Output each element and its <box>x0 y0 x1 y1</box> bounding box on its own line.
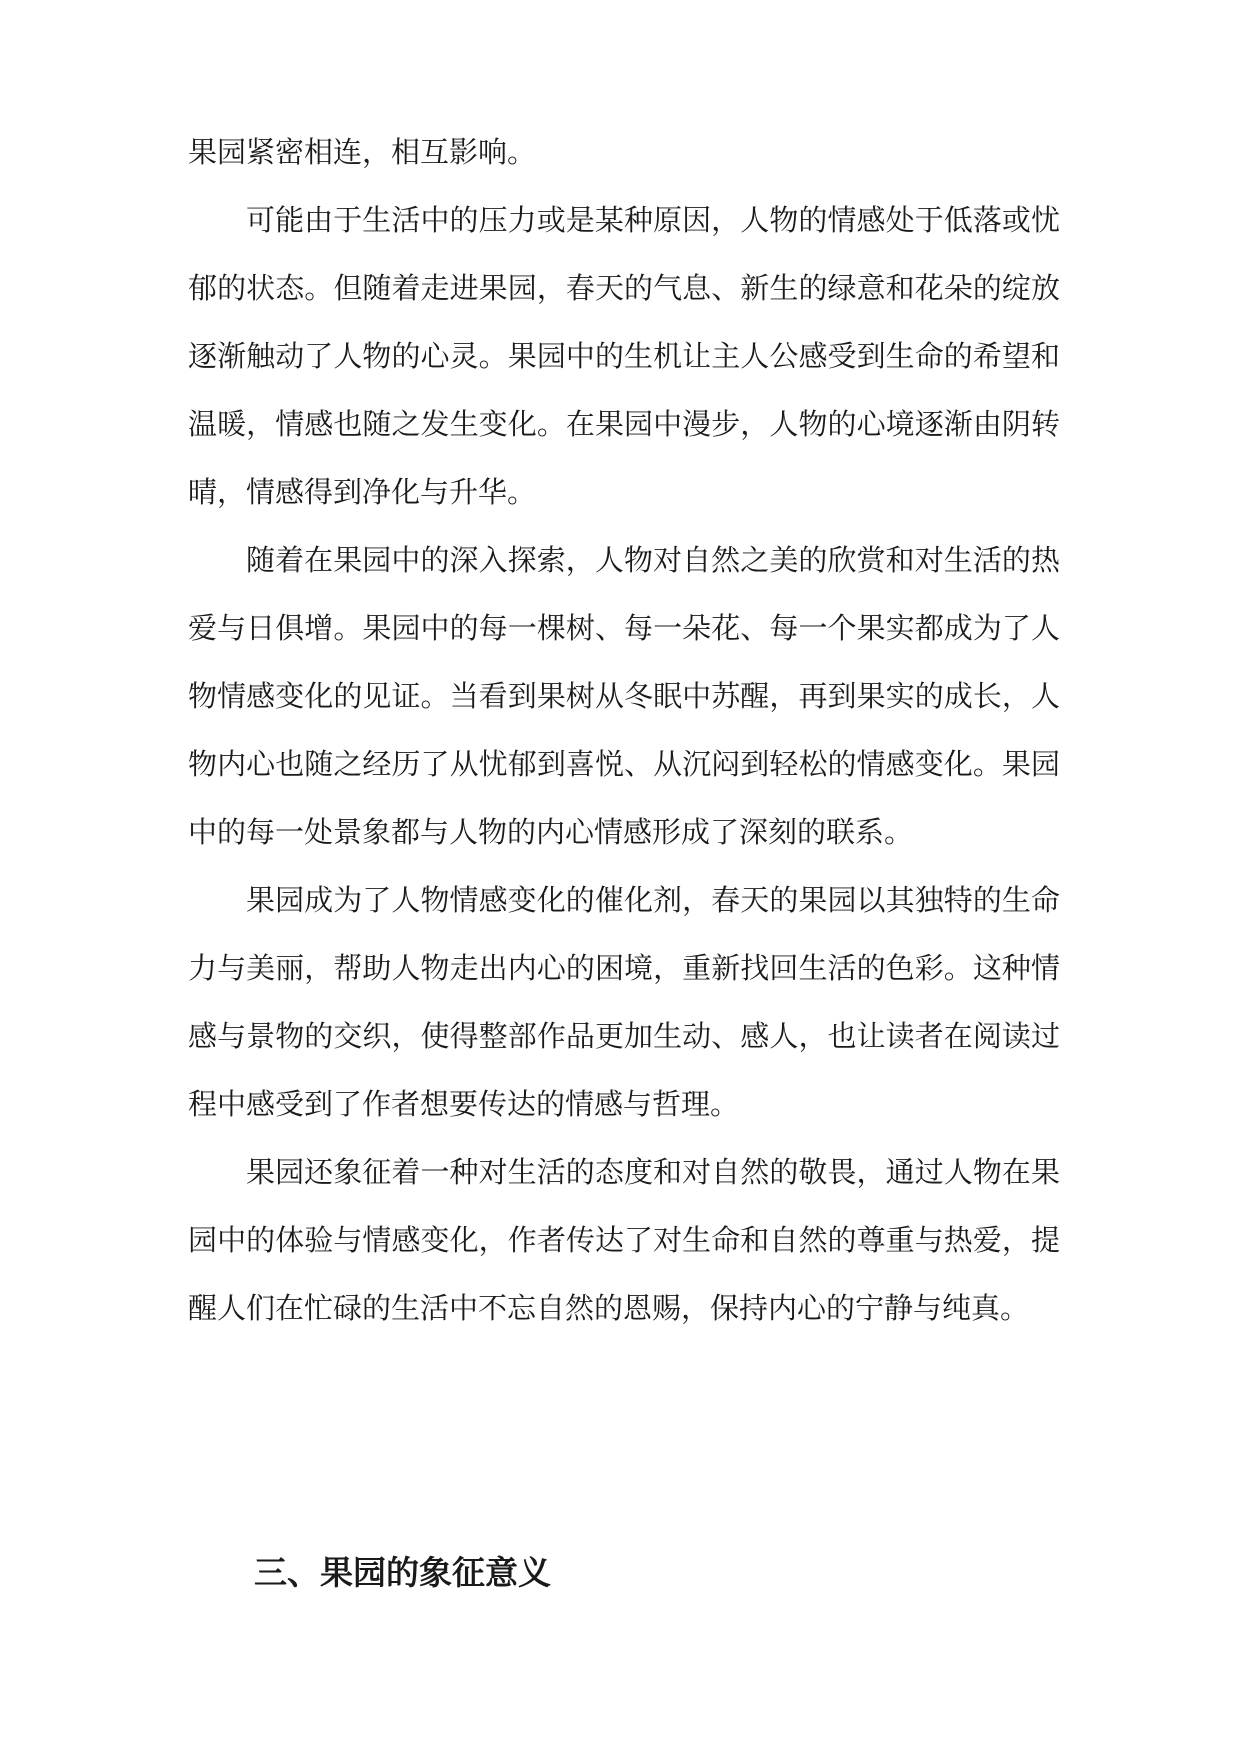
paragraph-line: 可能由于生活中的压力或是某种原因，人物的情感处于低落或忧 <box>246 203 1060 237</box>
paragraph-line: 物内心也随之经历了从忧郁到喜悦、从沉闷到轻松的情感变化。果园 <box>188 747 1060 781</box>
paragraph-line: 醒人们在忙碌的生活中不忘自然的恩赐，保持内心的宁静与纯真。 <box>188 1291 1030 1325</box>
paragraph-line: 果园紧密相连，相互影响。 <box>188 135 537 169</box>
paragraph-line: 爱与日俱增。果园中的每一棵树、每一朵花、每一个果实都成为了人 <box>188 611 1060 645</box>
section-heading: 三、果园的象征意义 <box>254 1553 551 1592</box>
paragraph-line: 温暖，情感也随之发生变化。在果园中漫步，人物的心境逐渐由阴转 <box>188 407 1060 441</box>
paragraph-line: 中的每一处景象都与人物的内心情感形成了深刻的联系。 <box>188 815 914 849</box>
paragraph-line: 郁的状态。但随着走进果园，春天的气息、新生的绿意和花朵的绽放 <box>188 271 1060 305</box>
paragraph-line: 园中的体验与情感变化，作者传达了对生命和自然的尊重与热爱，提 <box>188 1223 1060 1257</box>
paragraph-line: 晴，情感得到净化与升华。 <box>188 475 537 509</box>
paragraph-line: 力与美丽，帮助人物走出内心的困境，重新找回生活的色彩。这种情 <box>188 951 1060 985</box>
paragraph-line: 程中感受到了作者想要传达的情感与哲理。 <box>188 1087 740 1121</box>
paragraph-line: 随着在果园中的深入探索，人物对自然之美的欣赏和对生活的热 <box>246 543 1060 577</box>
paragraph-line: 物情感变化的见证。当看到果树从冬眠中苏醒，再到果实的成长，人 <box>188 679 1060 713</box>
paragraph-line: 感与景物的交织，使得整部作品更加生动、感人，也让读者在阅读过 <box>188 1019 1060 1053</box>
paragraph-line: 逐渐触动了人物的心灵。果园中的生机让主人公感受到生命的希望和 <box>188 339 1060 373</box>
paragraph-line: 果园成为了人物情感变化的催化剂，春天的果园以其独特的生命 <box>246 883 1060 917</box>
paragraph-line: 果园还象征着一种对生活的态度和对自然的敬畏，通过人物在果 <box>246 1155 1060 1189</box>
